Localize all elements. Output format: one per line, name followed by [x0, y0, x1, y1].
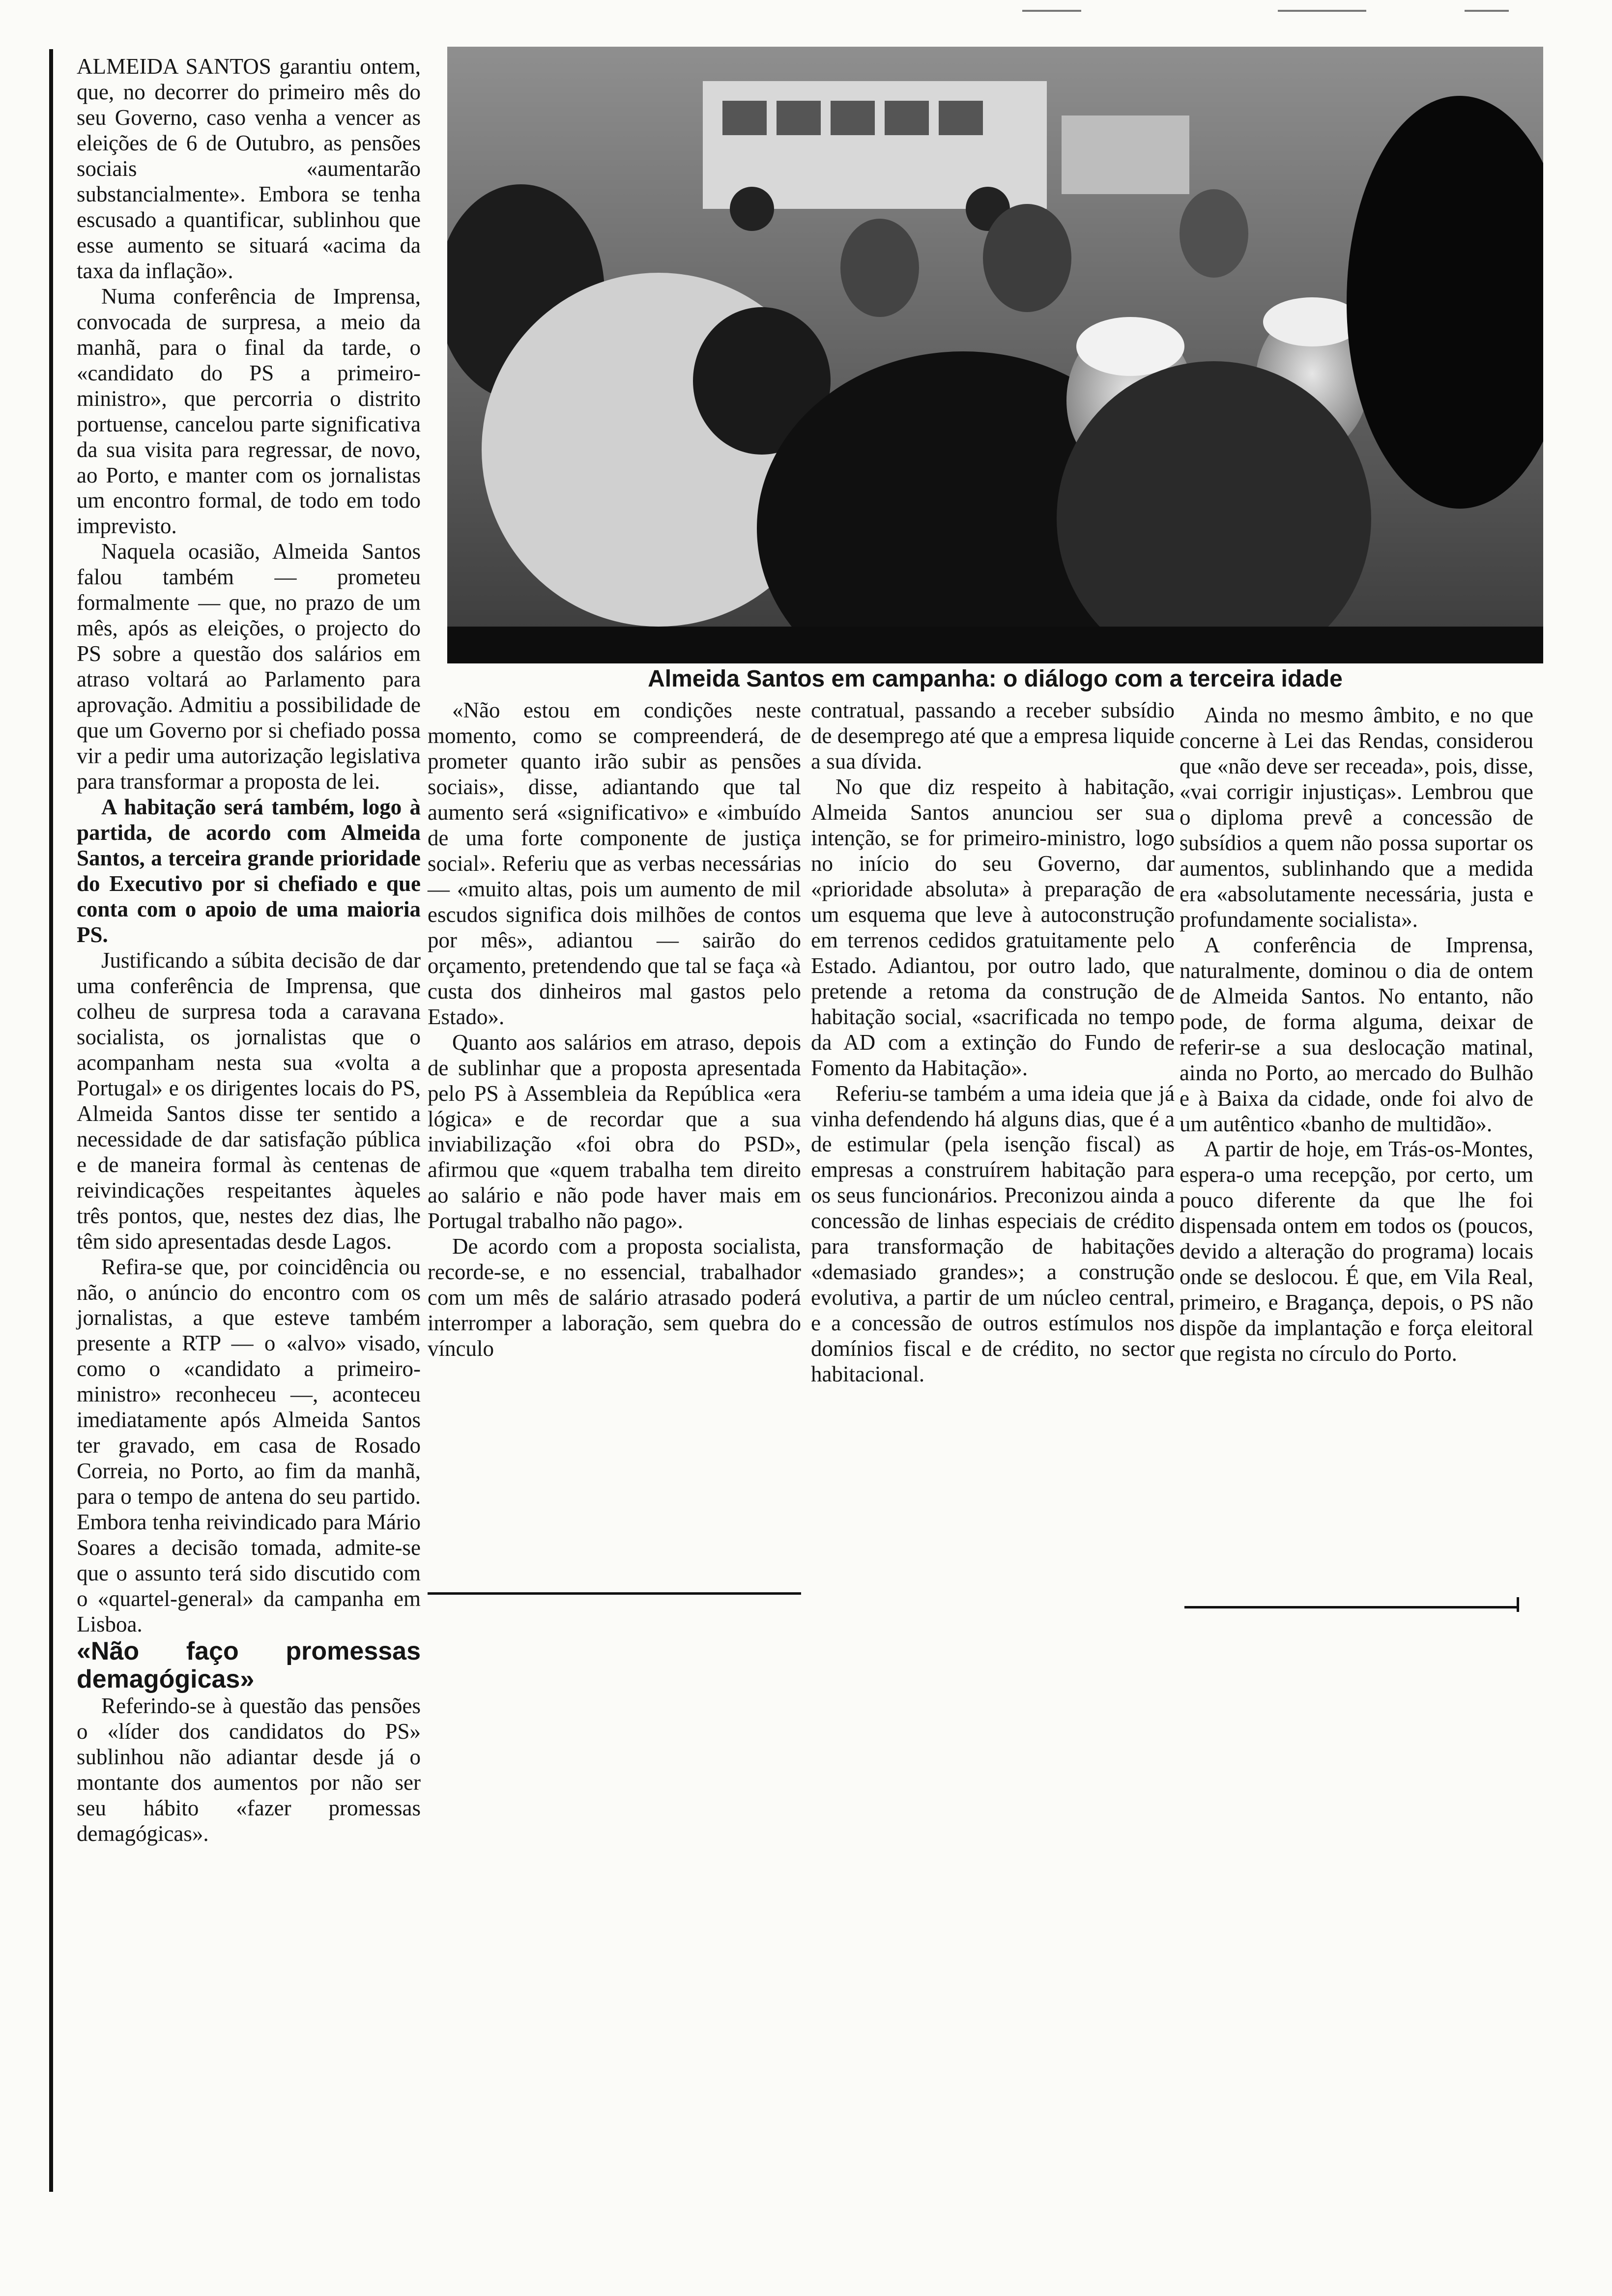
article-column-4 [1180, 703, 1533, 1367]
paragraph: A conferência de Imprensa, naturalmente, dominou o dia de ontem de Almeida Santos. No entanto, não pode, de forma alguma, deixar de referir-se a sua deslocação matinal, ainda no Porto, ao mercado do Bulhão e à Baixa da cidade, onde foi alvo de um autêntico «banho de multidão». [1180, 932, 1533, 1136]
paragraph: No que diz respeito à habitação, Almeida Santos anunciou ser sua intenção, se for primeiro-ministro, logo no início do seu Governo, dar «prioridade absoluta» à preparação de um esquema que leve à autoconstrução em terrenos cedidos gratuitamente pelo Estado. Adiantou, por outro lado, que pretende a retoma da construção de habitação social, «sacrificada no tempo da AD com a extinção do Fundo de Fomento da Habitação». [811, 774, 1175, 1080]
left-margin-rule [49, 49, 53, 2192]
column-end-rule [428, 1592, 801, 1595]
paragraph: A partir de hoje, em Trás-os-Montes, espera-o uma recepção, por certo, um pouco diferente da que lhe foi dispensada ontem em todos os (poucos, devido a alteração do programa) locais onde se deslocou. É que, em Vila Real, primeiro, e Bragança, depois, o PS não dispõe da implantação e força eleitoral que regista no círculo do Porto. [1180, 1137, 1533, 1366]
paragraph: Refira-se que, por coincidência ou não, o anúncio do encontro com os jornalistas, a que esteve também presente a RTP — o «alvo» visado, como o «candidato a primeiro-ministro» reconheceu —, aconteceu imediatamente após Almeida Santos ter gravado, em casa de Rosado Correia, no Porto, ao fim da manhã, para o tempo de antena do seu partido. Embora tenha reivindicado para Mário Soares a decisão tomada, admite-se que o assunto terá sido discutido com o «quartel-general» da campanha em Lisboa. [77, 1254, 421, 1637]
article-end-mark [1517, 1597, 1519, 1612]
paragraph: contratual, passando a receber subsídio de desemprego até que a empresa liquide a sua dívida. [811, 698, 1175, 774]
scan-mark [1022, 10, 1081, 12]
lead-paragraph: ALMEIDA SANTOS garantiu ontem, que, no decorrer do primeiro mês do seu Governo, caso venha a vencer as eleições de 6 de Outubro, as pensões sociais «aumentarão substancialmente». Embora se tenha escusado a quantificar, sublinhou que esse aumento se situará «acima da taxa da inflação». [77, 54, 421, 283]
article-column-1 [77, 54, 421, 1847]
campaign-photo [447, 47, 1543, 663]
article-column-3 [811, 698, 1175, 1387]
scan-mark [1465, 10, 1509, 12]
paragraph: De acordo com a proposta socialista, recorde-se, e no essencial, trabalhador com um mês de salário atrasado poderá interromper a laboração, sem quebra do vínculo [428, 1234, 801, 1361]
article-column-2 [428, 698, 801, 1362]
paragraph: Justificando a súbita decisão de dar uma conferência de Imprensa, que colheu de surpresa toda a caravana socialista, os jornalistas que o acompanham nesta sua «volta a Portugal» e os dirigentes locais do PS, Almeida Santos disse ter sentido a necessidade de dar satisfação pública e de maneira formal às centenas de reivindicações respeitantes àqueles três pontos, que, nestes dez dias, lhe têm sido apresentadas desde Lagos. [77, 947, 421, 1254]
paragraph: Ainda no mesmo âmbito, e no que concerne à Lei das Rendas, considerou que «não deve ser receada», pois, disse, «vai corrigir injustiças». Lembrou que o diploma prevê a concessão de subsídios a quem não possa suportar os aumentos, sublinhando que a medida era «absolutamente necessária, justa e profundamente socialista». [1180, 703, 1533, 932]
paragraph: Referindo-se à questão das pensões o «líder dos candidatos do PS» sublinhou não adiantar desde já o montante dos aumentos por não ser seu hábito «fazer promessas demagógicas». [77, 1693, 421, 1846]
paragraph: Numa conferência de Imprensa, convocada de surpresa, a meio da manhã, para o final da tarde, o «candidato do PS a primeiro-ministro», que percorria o distrito portuense, cancelou parte significativa da sua visita para regressar, de novo, ao Porto, e manter com os jornalistas um encontro formal, de todo em todo imprevisto. [77, 284, 421, 539]
article-end-rule [1184, 1606, 1519, 1608]
subheading: «Não faço promessas demagógicas» [77, 1637, 421, 1694]
paragraph: Referiu-se também a uma ideia que já vinha defendendo há alguns dias, que é a de estimular (pela isenção fiscal) as empresas a construírem habitação para os seus funcionários. Preconizou ainda a concessão de linhas especiais de crédito para transformação de habitações «demasiado grandes»; a construção evolutiva, a partir de um núcleo central, e a concessão de outros estímulos nos domínios fiscal e de crédito, no sector habitacional. [811, 1081, 1175, 1387]
paragraph: Naquela ocasião, Almeida Santos falou também — prometeu formalmente — que, no prazo de um mês, após as eleições, o projecto do PS sobre a questão dos salários em atraso voltará ao Parlamento para aprovação. Admitiu a possibilidade de que um Governo por si chefiado possa vir a pedir uma autorização legislativa para transformar a proposta de lei. [77, 539, 421, 794]
paragraph: «Não estou em condições neste momento, como se compreenderá, de prometer quanto irão subir as pensões sociais», disse, adiantando que tal aumento será «significativo» e «imbuído de uma forte componente de justiça social». Referiu que as verbas necessárias — «muito altas, pois um aumento de mil escudos significa dois milhões de contos por mês», adiantou — sairão do orçamento, pretendendo que tal se faça «à custa dos dinheiros mal gastos pelo Estado». [428, 698, 801, 1029]
paragraph: A habitação será também, logo à partida, de acordo com Almeida Santos, a terceira grande prioridade do Executivo por si chefiado e que conta com o apoio de uma maioria PS. [77, 795, 421, 947]
paragraph: Quanto aos salários em atraso, depois de sublinhar que a proposta apresentada pelo PS à Assembleia da República «era lógica» e de recordar que a sua inviabilização «foi obra do PSD», afirmou que «quem trabalha tem direito ao salário e não pode haver mais em Portugal trabalho não pago». [428, 1030, 801, 1234]
photo-caption: Almeida Santos em campanha: o diálogo com a terceira idade [648, 666, 1343, 692]
scan-mark [1278, 10, 1366, 12]
